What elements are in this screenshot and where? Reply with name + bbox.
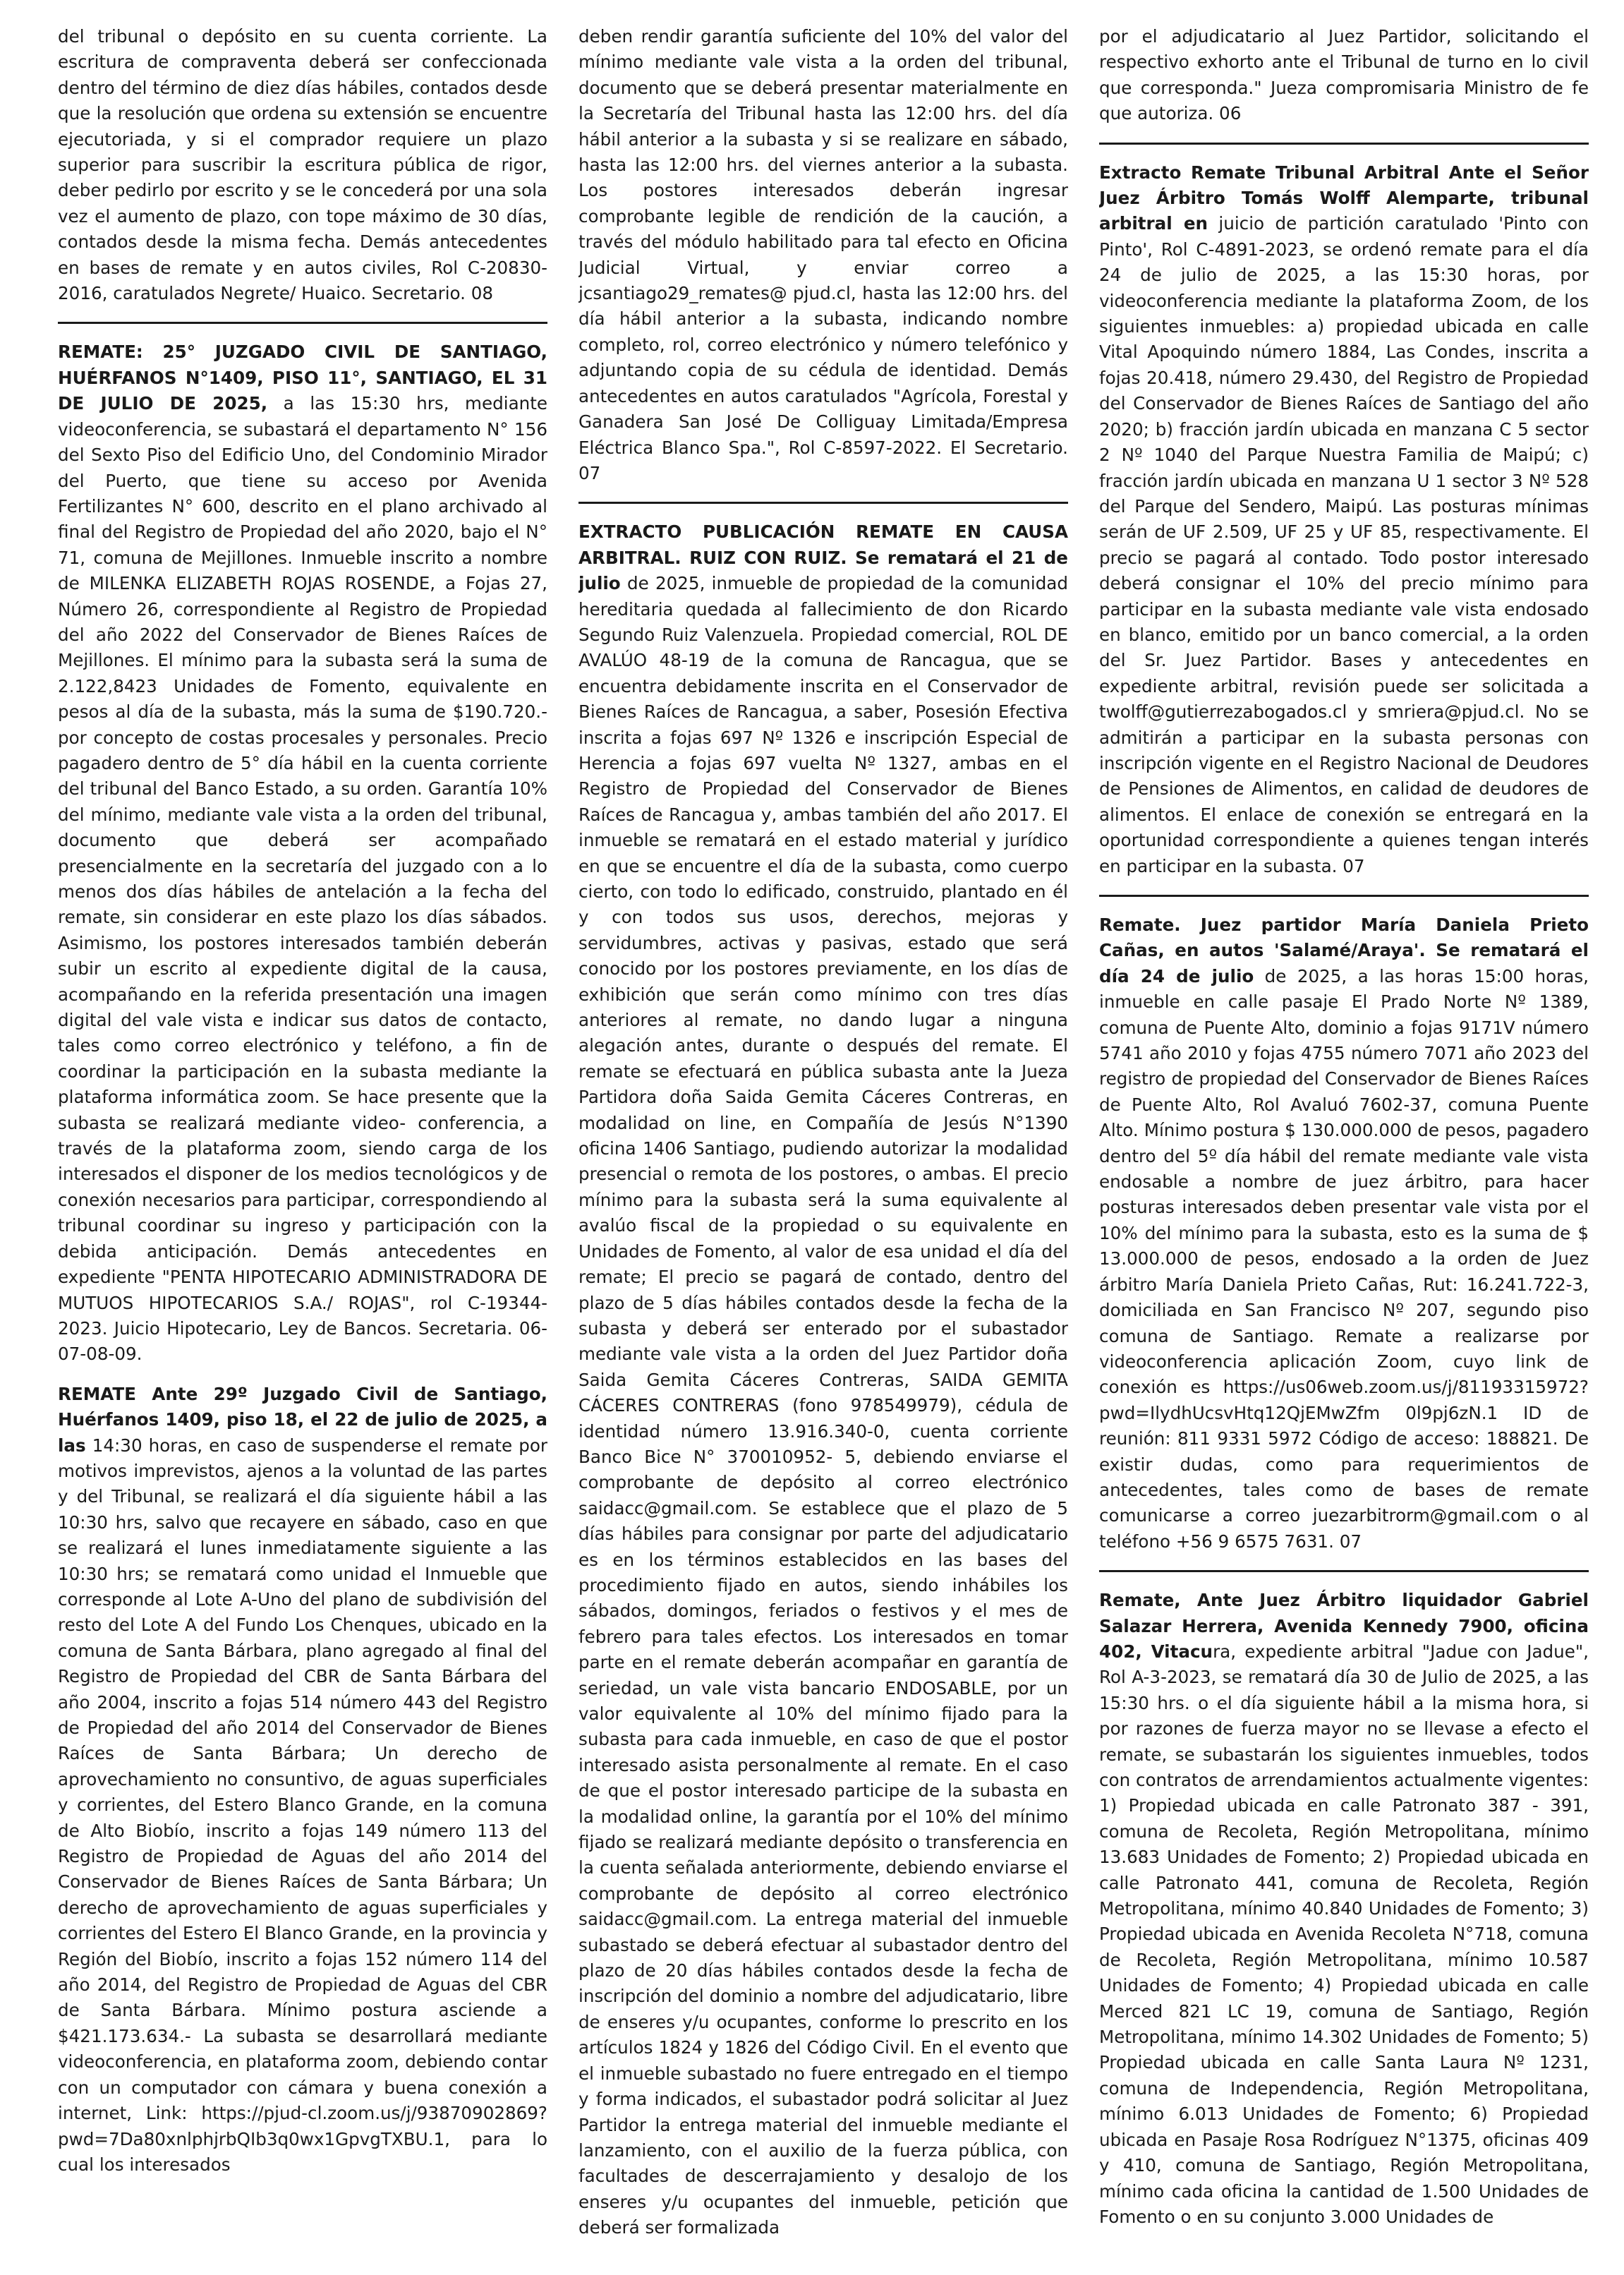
notice-divider [58, 322, 547, 324]
notice-continuation [578, 24, 1068, 486]
notice-divider [578, 502, 1068, 504]
notice-continuation [1099, 24, 1589, 127]
notice-remate-salazar [1099, 1588, 1589, 2230]
notice-heading: EXTRACTO PUBLICACIÓN REMATE EN CAUSA ARBITRAL. RUIZ CON RUIZ. Se rematará el 21 de julio [578, 521, 1068, 594]
notice-heading: REMATE: 25° JUZGADO CIVIL DE SANTIAGO, HUÉRFANOS N°1409, PISO 11°, SANTIAGO, EL 31 DE JULIO DE 2025, [58, 342, 547, 414]
notice-divider [1099, 895, 1589, 897]
notice-text [578, 24, 1068, 486]
notice-remate-29-juzgado [58, 1382, 547, 2178]
notice-text [1099, 912, 1589, 1555]
notice-continuation [58, 24, 547, 306]
notice-text [1099, 160, 1589, 879]
notice-remate-prieto [1099, 912, 1589, 1555]
notice-remate-25-juzgado [58, 339, 547, 1367]
notice-body: a las 15:30 hrs, mediante videoconferencia, se subastará el departamento N° 156 del Sexto Piso del Edificio Uno, del Condominio Mirador del Puerto, que tiene su acceso por Avenida Fertilizantes N° 600, descrito en el plano archivado al final del Registro de Propiedad del año 2020, bajo el N° 71, comuna de Mejillones. Inmueble inscrito a nombre de MILENKA ELIZABETH ROJAS ROSENDE, a Fojas 27, Número 26, correspondiente al Registro de Propiedad del año 2022 del Conservador de Bienes Raíces de Mejillones. El mínimo para la subasta será la suma de 2.122,8423 Unidades de Fomento, equivalente en pesos al día de la subasta, más la suma de $190.720.- por concepto de costas procesales y personales. Precio pagadero dentro de 5° día hábil en la cuenta corriente del tribunal del Banco Estado, a su orden. Garantía 10% del mínimo, mediante vale vista a la orden del tribunal, documento que deberá ser acompañado presencialmente en la secretaría del juzgado con a lo menos dos días hábiles de antelación a la fecha del remate, sin considerar en este plazo los días sábados. Asimismo, los postores interesados también deberán subir un escrito al expediente digital de la causa, acompañando en la referida presentación una imagen digital del vale vista e indicar sus datos de contacto, tales como correo electrónico y teléfono, a fin de coordinar la participación en la subasta mediante la plataforma informática zoom. Se hace presente que la subasta se realizará mediante video- conferencia, a través de la plataforma zoom, siendo carga de los interesados el disponer de los medios tecnológicos y de conexión necesarios para participar, correspondiendo al tribunal coordinar su ingreso y participación con la debida anticipación. Demás antecedentes en expediente "PENTA HIPOTECARIO ADMINISTRADORA DE MUTUOS HIPOTECARIOS S.A./ ROJAS", rol C-19344-2023. Juicio Hipotecario, Ley de Bancos. Secretaria. 06-07-08-09. [58, 393, 547, 1365]
notice-text [58, 339, 547, 1367]
notice-heading: Remate. Juez partidor María Daniela Prieto Cañas, en autos 'Salamé/Araya'. Se rematará el día 24 de julio [1099, 915, 1589, 986]
notice-divider [1099, 1570, 1589, 1572]
column-2 [578, 24, 1068, 2275]
notice-text [578, 519, 1068, 2240]
notice-text [58, 1382, 547, 2178]
notice-extracto-ruiz-con-ruiz [578, 519, 1068, 2240]
notice-body: por el adjudicatario al Juez Partidor, solicitando el respectivo exhorto ante el Tribunal de turno en lo civil que corresponda." Jueza compromisaria Ministro de fe que autoriza. 06 [1099, 26, 1589, 124]
notice-text [1099, 24, 1589, 127]
notice-heading: Extracto Remate Tribunal Arbitral Ante el Señor Juez Árbitro Tomás Wolff Alemparte, tribunal arbitral en [1099, 162, 1589, 234]
notice-extracto-wolff [1099, 160, 1589, 879]
notice-body: deben rendir garantía suficiente del 10% del valor del mínimo mediante vale vista a la orden del tribunal, documento que se deberá presentar materialmente en la Secretaría del Tribunal hasta las 12:00 hrs. del día hábil anterior a la subasta y si se realizare en sábado, hasta las 12:00 hrs. del viernes anterior a la subasta. Los postores interesados deberán ingresar comprobante legible de rendición de la caución, a través del módulo habilitado para tal efecto en Oficina Judicial Virtual, y enviar correo a jcsantiago29_remates@ pjud.cl, hasta las 12:00 hrs. del día hábil anterior a la subasta, indicando nombre completo, rol, correo electrónico y número telefónico y adjuntando copia de su cédula de identidad. Demás antecedentes en autos caratulados "Agrícola, Forestal y Ganadera San José De Colliguay Limitada/Empresa Eléctrica Blanco Spa.", Rol C-8597-2022. El Secretario. 07 [578, 26, 1068, 483]
notice-divider [1099, 143, 1589, 145]
notice-body: 14:30 horas, en caso de suspenderse el remate por motivos imprevistos, ajenos a la voluntad de las partes y del Tribunal, se realizará el día siguiente hábil a las 10:30 hrs, salvo que recayere en sábado, caso en que se realizará el lunes inmediatamente siguiente a las 10:30 hrs; se rematará como unidad el Inmueble que corresponde al Lote A-Uno del plano de subdivisión del resto del Lote A del Fundo Los Chenques, ubicado en la comuna de Santa Bárbara, plano agregado al final del Registro de Propiedad del CBR de Santa Bárbara del año 2004, inscrito a fojas 514 número 443 del Registro de Propiedad del año 2014 del Conservador de Bienes Raíces de Santa Bárbara; Un derecho de aprovechamiento no consuntivo, de aguas superficiales y corrientes, del Estero Blanco Grande, en la comuna de Alto Biobío, inscrito a fojas 149 número 113 del Registro de Propiedad de Aguas del año 2014 del Conservador de Bienes Raíces de Santa Bárbara; Un derecho de aprovechamiento de aguas superficiales y corrientes del Estero El Blanco Grande, en la provincia y Región del Biobío, inscrito a fojas 152 número 114 del año 2014, del Registro de Propiedad de Aguas del CBR de Santa Bárbara. Mínimo postura asciende a $421.173.634.- La subasta se desarrollará mediante videoconferencia, en plataforma zoom, debiendo contar con un computador con cámara y buena conexión a internet, Link: https://pjud-cl.zoom.us/j/93870902869?pwd=7Da80xnlphjrbQIb3q0wx1GpvgTXBU.1, para lo cual los interesados [58, 1435, 547, 2175]
notice-gap [58, 1368, 547, 1382]
notice-text [1099, 1588, 1589, 2230]
notice-body: de 2025, inmueble de propiedad de la comunidad hereditaria quedada al fallecimiento de don Ricardo Segundo Ruiz Valenzuela. Propiedad comercial, ROL DE AVALÚO 48-19 de la comuna de Rancagua, que se encuentra debidamente inscrita en el Conservador de Bienes Raíces de Rancagua, a saber, Posesión Efectiva inscrita a fojas 697 Nº 1326 e inscripción Especial de Herencia a fojas 697 vuelta Nº 1327, ambas en el Registro de Propiedad del Conservador de Bienes Raíces de Rancagua y, ambas también del año 2017. El inmueble se rematará en el estado material y jurídico en que se encuentre el día de la subasta, como cuerpo cierto, con todo lo edificado, construido, plantado en él y con todos sus usos, derechos, mejoras y servidumbres, activas y pasivas, estado que será conocido por los postores previamente, en los días de exhibición que serán como mínimo con tres días anteriores al remate, no dando lugar a ninguna alegación antes, durante o después del remate. El remate se efectuará en pública subasta ante la Jueza Partidora doña Saida Gemita Cáceres Contreras, en modalidad on line, en Compañía de Jesús N°1390 oficina 1406 Santiago, pudiendo autorizar la modalidad presencial o remota de los postores, o ambas. El precio mínimo para la subasta será la suma equivalente al avalúo fiscal de la propiedad o su equivalente en Unidades de Fomento, al valor de esa unidad el día del remate; El precio se pagará de contado, dentro del plazo de 5 días hábiles contados desde la fecha de la subasta y deberá ser enterado por el subastador mediante vale vista a la orden del Juez Partidor doña Saida Gemita Cáceres Contreras, SAIDA GEMITA CÁCERES CONTRERAS (fono 978549979), cédula de identidad número 13.916.340-0, cuenta corriente Banco Bice N° 370010952- 5, debiendo enviarse el comprobante de depósito al correo electrónico saidacc@gmail.com. Se establece que el plazo de 5 días hábiles para consignar por parte del adjudicatario es en los términos establecidos en las bases del procedimiento fijado en autos, siendo inhábiles los sábados, domingos, feriados o festivos y el mes de febrero para tales efectos. Los interesados en tomar parte en el remate deberán acompañar en garantía de seriedad, un vale vista bancario ENDOSABLE, por un valor equivalente al 10% del mínimo fijado para la subasta para cada inmueble, en caso de que el postor interesado asista personalmente al remate. En el caso de que el postor interesado participe de la subasta en la modalidad online, la garantía por el 10% del mínimo fijado se realizará mediante depósito o transferencia en la cuenta señalada anteriormente, debiendo enviarse el comprobante de depósito al correo electrónico saidacc@gmail.com. La entrega material del inmueble subastado se deberá efectuar al subastador dentro del plazo de 20 días hábiles contados desde la fecha de inscripción del dominio a nombre del adjudicatario, libre de enseres y/u ocupantes, conforme lo prescrito en los artículos 1824 y 1826 del Código Civil. En el evento que el inmueble subastado no fuere entregado en el tiempo y forma indicados, el subastador podrá solicitar al Juez Partidor la entrega material del inmueble mediante el lanzamiento, con el auxilio de la fuerza pública, con facultades de descerrajamiento y desalojo de los enseres y/u ocupantes del inmueble, petición que deberá ser formalizada [578, 573, 1068, 2238]
column-3 [1099, 24, 1589, 2275]
notice-body: de 2025, a las horas 15:00 horas, inmueble en calle pasaje El Prado Norte Nº 1389, comuna de Puente Alto, dominio a fojas 9171V número 5741 año 2010 y fojas 4755 número 7071 año 2023 del registro de propiedad del Conservador de Bienes Raíces de Puente Alto, Rol Avaluó 7602-37, comuna Puente Alto. Mínimo postura $ 130.000.000 de pesos, pagadero dentro del 5º día hábil del remate mediante vale vista endosable a nombre de juez árbitro, para hacer posturas interesados deben presentar vale vista por el 10% del mínimo para la subasta, esto es la suma de $ 13.000.000 de pesos, endosado a la orden de Juez árbitro María Daniela Prieto Cañas, Rut: 16.241.722-3, domiciliada en San Francisco Nº 207, segundo piso comuna de Santiago. Remate a realizarse por videoconferencia aplicación Zoom, cuyo link de conexión es https://us06web.zoom.us/j/81193315972?pwd=IlydhUcsvHtq12QjEMwZfm 0l9pj6zN.1 ID de reunión: 811 9331 5972 Código de acceso: 188821. De existir dudas, como para requerimientos de antecedentes, tales como de bases de remate comunicarse a correo juezarbitrorm@gmail.com o al teléfono +56 9 6575 7631. 07 [1099, 965, 1589, 1552]
column-1 [58, 24, 547, 2275]
notice-body: ra, expediente arbitral "Jadue con Jadue", Rol A-3-2023, se rematará día 30 de Julio de 2025, a las 15:30 hrs. o el día siguiente hábil a la misma hora, si por razones de fuerza mayor no se llevase a efecto el remate, se subastarán los siguientes inmuebles, todos con contratos de arrendamientos actualmente vigentes: 1) Propiedad ubicada en calle Patronato 387 - 391, comuna de Recoleta, Región Metropolitana, mínimo 13.683 Unidades de Fomento; 2) Propiedad ubicada en calle Patronato 441, comuna de Recoleta, Región Metropolitana, mínimo 40.840 Unidades de Fomento; 3) Propiedad ubicada en Avenida Recoleta N°718, comuna de Recoleta, Región Metropolitana, mínimo 10.587 Unidades de Fomento; 4) Propiedad ubicada en calle Merced 821 LC 19, comuna de Santiago, Región Metropolitana, mínimo 14.302 Unidades de Fomento; 5) Propiedad ubicada en calle Santa Laura Nº 1231, comuna de Independencia, Región Metropolitana, mínimo 6.013 Unidades de Fomento; 6) Propiedad ubicada en Pasaje Rosa Rodríguez N°1375, oficinas 409 y 410, comuna de Santiago, Región Metropolitana, mínimo cada oficina la cantidad de 1.500 Unidades de Fomento o en su conjunto 3.000 Unidades de [1099, 1641, 1589, 2227]
notice-heading: REMATE Ante 29º Juzgado Civil de Santiago, Huérfanos 1409, piso 18, el 22 de julio de 2025, a las [58, 1383, 547, 1456]
notice-heading: Remate, Ante Juez Árbitro liquidador Gabriel Salazar Herrera, Avenida Kennedy 7900, oficina 402, Vitacu [1099, 1590, 1589, 1662]
notice-body: del tribunal o depósito en su cuenta corriente. La escritura de compraventa deberá ser confeccionada dentro del término de diez días hábiles, contados desde que la resolución que ordena su extensión se encuentre ejecutoriada, y si el comprador requiere un plazo superior para suscribir la escritura pública de rigor, deber pedirlo por escrito y se le concederá por una sola vez el aumento de plazo, con tope máximo de 30 días, contados desde la misma fecha. Demás antecedentes en bases de remate y en autos civiles, Rol C-20830-2016, caratulados Negrete/ Huaico. Secretario. 08 [58, 26, 547, 304]
notice-text [58, 24, 547, 306]
notice-body: juicio de partición caratulado 'Pinto con Pinto', Rol C-4891-2023, se ordenó remate para el día 24 de julio de 2025, a las 15:30 horas, por videoconferencia mediante la plataforma Zoom, de los siguientes inmuebles: a) propiedad ubicada en calle Vital Apoquindo número 1884, Las Condes, inscrita a fojas 20.418, número 29.430, del Registro de Propiedad del Conservador de Bienes Raíces de Santiago del año 2020; b) fracción jardín ubicada en manzana C 5 sector 2 Nº 1040 del Parque Nuestra Familia de Maipú; c) fracción jardín ubicada en manzana U 1 sector 3 Nº 528 del Parque del Sendero, Maipú. Las posturas mínimas serán de UF 2.509, UF 25 y UF 85, respectivamente. El precio se pagará al contado. Todo postor interesado deberá consignar el 10% del precio mínimo para participar en la subasta mediante vale vista endosado en blanco, emitido por un banco comercial, a la orden del Sr. Juez Partidor. Bases y antecedentes en expediente arbitral, revisión puede ser solicitada a twolff@gutierrezabogados.cl y smriera@pjud.cl. No se admitirán a participar en la subasta personas con inscripción vigente en el Registro Nacional de Deudores de Pensiones de Alimentos, en calidad de deudores de alimentos. El enlace de conexión se entregará en la oportunidad correspondiente a quienes tengan interés en participar en la subasta. 07 [1099, 213, 1589, 876]
